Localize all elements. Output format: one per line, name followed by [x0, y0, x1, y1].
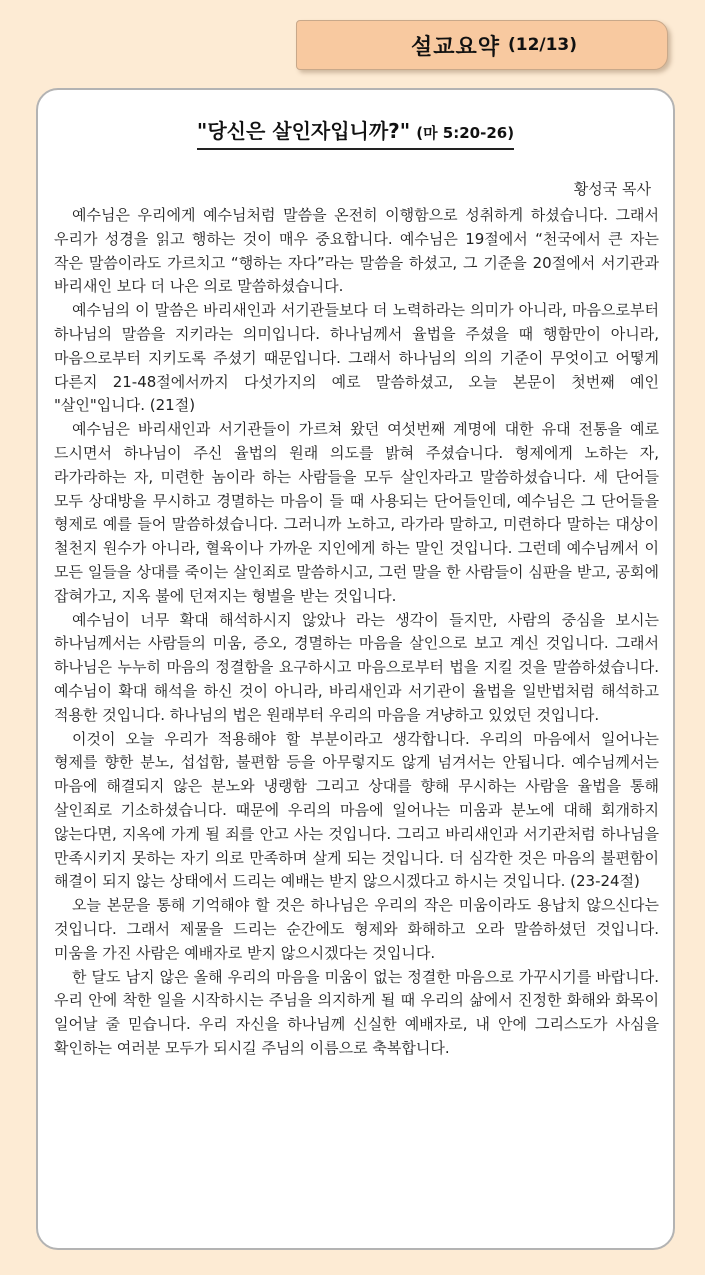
header-title: 설교요약: [410, 34, 500, 60]
paragraph: 이것이 오늘 우리가 적용해야 할 부분이라고 생각합니다. 우리의 마음에서 일어나는 형제를 향한 분노, 섭섭함, 불편함 등을 아무렇지도 않게 넘겨서는 안됩니다. 예수님께서는 마음에 해결되지 않은 분노와 냉랭함 그리고 상대를 향해 무시하는 사람을 율법을 통해 살인죄로 기소하셨습니다. 때문에 우리의 마음에 일어나는 미움과 분노에 대해 회개하지 않는다면, 지옥에 가게 될 죄를 안고 사는 것입니다. 그리고 바리새인과 서기관처럼 하나님을 만족시키지 못하는 자기 의로 만족하며 살게 되는 것입니다. 더 심각한 것은 마음의 불편함이 해결이 되지 않는 상태에서 드리는 예배는 받지 않으시겠다고 하시는 것입니다. (23-24절): [54, 729, 659, 891]
preacher-name: 황성국 목사: [573, 180, 651, 198]
paragraph: 예수님은 우리에게 예수님처럼 말씀을 온전히 이행함으로 성취하게 하셨습니다. 그래서 우리가 성경을 읽고 행하는 것이 매우 중요합니다. 예수님은 19절에서 “천국에서 큰 자는 작은 말씀이라도 가르치고 “행하는 자다”라는 말씀을 하셨고, 그 기준을 20절에서 서기관과 바리새인 보다 더 나은 의로 말씀하셨습니다.: [54, 206, 659, 296]
sermon-card: [36, 88, 675, 1250]
paragraph: 예수님은 바리새인과 서기관들이 가르쳐 왔던 여섯번째 계명에 대한 유대 전통을 예로 드시면서 하나님이 주신 율법의 원래 의도를 밝혀 주셨습니다. 형제에게 노하는 자, 라가라하는 자, 미련한 놈이라 하는 사람들을 모두 살인자라고 말씀하셨습니다. 세 단어들 모두 상대방을 무시하고 경멸하는 마음이 들 때 사용되는 단어들인데, 예수님은 그 단어들을 형제로 예를 들어 말씀하셨습니다. 그러니까 노하고, 라가라 말하고, 미련하다 말하는 대상이 철천지 원수가 아니라, 혈육이나 가까운 지인에게 하는 말인 것입니다. 그런데 예수님께서 이 모든 일들을 상대를 죽이는 살인죄로 말씀하시고, 그런 말을 한 사람들이 심판을 받고, 공회에 잡혀가고, 지옥 불에 던져지는 형벌을 받는 것입니다.: [54, 420, 659, 605]
paragraph: 한 달도 남지 않은 올해 우리의 마음을 미움이 없는 정결한 마음으로 가꾸시기를 바랍니다. 우리 안에 착한 일을 시작하시는 주님을 의지하게 될 때 우리의 삶에서 진정한 화해와 화목이 일어날 줄 믿습니다. 우리 자신을 하나님께 신실한 예배자로, 내 안에 그리스도가 사심을 확인하는 여러분 모두가 되시길 주님의 이름으로 축복합니다.: [54, 967, 659, 1057]
paragraph: 예수님이 너무 확대 해석하시지 않았나 라는 생각이 들지만, 사람의 중심을 보시는 하나님께서는 사람들의 미움, 증오, 경멸하는 마음을 살인으로 보고 계신 것입니다. 그래서 하나님은 누누히 마음의 정결함을 요구하시고 마음으로부터 법을 지킬 것을 말씀하셨습니다. 예수님이 확대 해석을 하신 것이 아니라, 바리새인과 서기관이 율법을 일반법처럼 해석하고 적용한 것입니다. 하나님의 법은 원래부터 우리의 마음을 겨냥하고 있었던 것입니다.: [54, 610, 659, 724]
sermon-title: [38, 118, 673, 150]
sermon-body: [54, 204, 659, 1061]
sermon-title-text: "당신은 살인자입니까?": [196, 119, 411, 143]
paragraph: 오늘 본문을 통해 기억해야 할 것은 하나님은 우리의 작은 미움이라도 용납치 않으신다는 것입니다. 그래서 제물을 드리는 순간에도 형제와 화해하고 오라 말씀하셨던 것입니다. 미움을 가진 사람은 예배자로 받지 않으시겠다는 것입니다.: [54, 896, 659, 962]
paragraph: 예수님의 이 말씀은 바리새인과 서기관들보다 더 노력하라는 의미가 아니라, 마음으로부터 하나님의 말씀을 지키라는 의미입니다. 하나님께서 율법을 주셨을 때 행함만이 아니라, 마음으로부터 지키도록 주셨기 때문입니다. 그래서 하나님의 의의 기준이 무엇이고 어떻게 다른지 21-48절에서까지 다섯가지의 예로 말씀하셨고, 오늘 본문이 첫번째 예인 "살인"입니다. (21절): [54, 301, 659, 415]
header-tab: [296, 20, 668, 70]
scripture-reference: (마 5:20-26): [416, 124, 515, 142]
header-date: (12/13): [507, 35, 578, 55]
